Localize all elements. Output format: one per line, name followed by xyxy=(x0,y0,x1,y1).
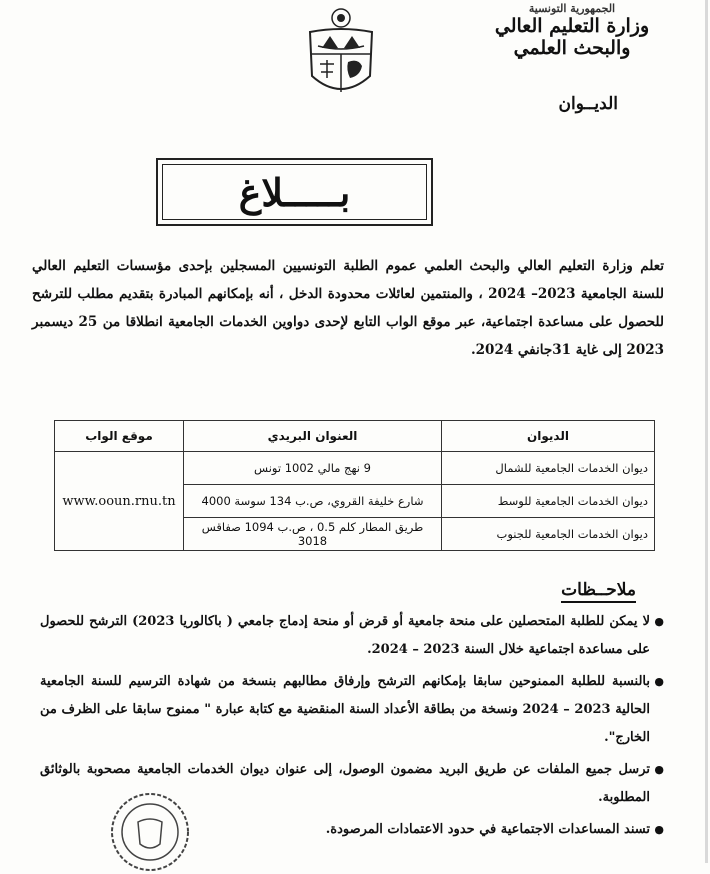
table-row xyxy=(55,452,655,485)
portal-url: www.ooun.rnu.tn xyxy=(55,452,184,551)
title-frame xyxy=(156,158,433,226)
note-text: بالنسبة للطلبة الممنوحين سابقا بإمكانهم الترشح وإرفاق مطالبهم بنسخة من شهادة الترسيم للسنة الجامعية الحالية 2023 – 2024 ونسخة من بطاقة الأعداد السنة المنقضية مع كتابة عبارة " ممنوح سابقا على الظرف من الخارج". xyxy=(40,674,650,745)
office-north: ديوان الخدمات الجامعية للشمال xyxy=(442,452,655,485)
republic-label: الجمهورية التونسية xyxy=(528,2,616,15)
note-text: لا يمكن للطلبة المتحصلين على منحة جامعية أو قرض أو منحة إدماج جامعي ( باكالوريا 2023) الترشح للحصول على مساعدة اجتماعية خلال السنة 2023 – 2024. xyxy=(40,614,650,657)
notes-heading: ملاحــظات xyxy=(561,580,636,603)
list-item xyxy=(40,608,664,664)
header-portal: موقع الواب xyxy=(55,421,184,452)
offices-table xyxy=(54,420,655,551)
bullet-icon: ● xyxy=(654,615,664,628)
announcement-title: بـــــلاغ xyxy=(238,169,351,215)
ministry-name-line2: والبحث العلمي xyxy=(513,37,631,59)
header-address: العنوان البريدي xyxy=(184,421,442,452)
address-center: شارع خليفة القروي، ص.ب 134 سوسة 4000 xyxy=(184,485,442,518)
bullet-icon: ● xyxy=(654,823,664,836)
intro-paragraph: تعلم وزارة التعليم العالي والبحث العلمي عموم الطلبة التونسيين المسجلين بإحدى مؤسسات التعليم العالي للسنة الجامعية 2023– 2024 ، والمنتمين لعائلات محدودة الدخل ، أنه بإمكانهم المبادرة بتقديم مطلب للترشح للحصول على مساعدة اجتماعية، عبر موقع الواب التابع لإحدى دواوين الخدمات الجامعية انطلاقا من 25 ديسمبر 2023 إلى غاية 31جانفي 2024. xyxy=(32,258,665,358)
office-south: ديوان الخدمات الجامعية للجنوب xyxy=(442,518,655,551)
address-north: 9 نهج مالي 1002 تونس xyxy=(184,452,442,485)
header-office: الديوان xyxy=(442,421,655,452)
office-center: ديوان الخدمات الجامعية للوسط xyxy=(442,485,655,518)
address-south: طريق المطار كلم 0.5 ، ص.ب 1094 صفاقس 3018 xyxy=(184,518,442,551)
note-text: تسند المساعدات الاجتماعية في حدود الاعتمادات المرصودة. xyxy=(325,822,650,837)
ministry-name-line1: وزارة التعليم العالي xyxy=(494,15,650,37)
list-item xyxy=(40,668,664,752)
bullet-icon: ● xyxy=(654,763,664,776)
cabinet-label: الديــوان xyxy=(558,94,618,114)
note-text: ترسل جميع الملفات عن طريق البريد مضمون الوصول، إلى عنوان ديوان الخدمات الجامعية مصحوبة بالوثائق المطلوبة. xyxy=(40,762,650,805)
official-stamp-icon xyxy=(108,790,192,874)
bullet-icon: ● xyxy=(654,675,664,688)
table-header-row xyxy=(55,421,655,452)
ministry-header xyxy=(492,2,652,59)
tunisia-emblem-icon xyxy=(300,6,382,106)
page-edge xyxy=(705,0,708,863)
